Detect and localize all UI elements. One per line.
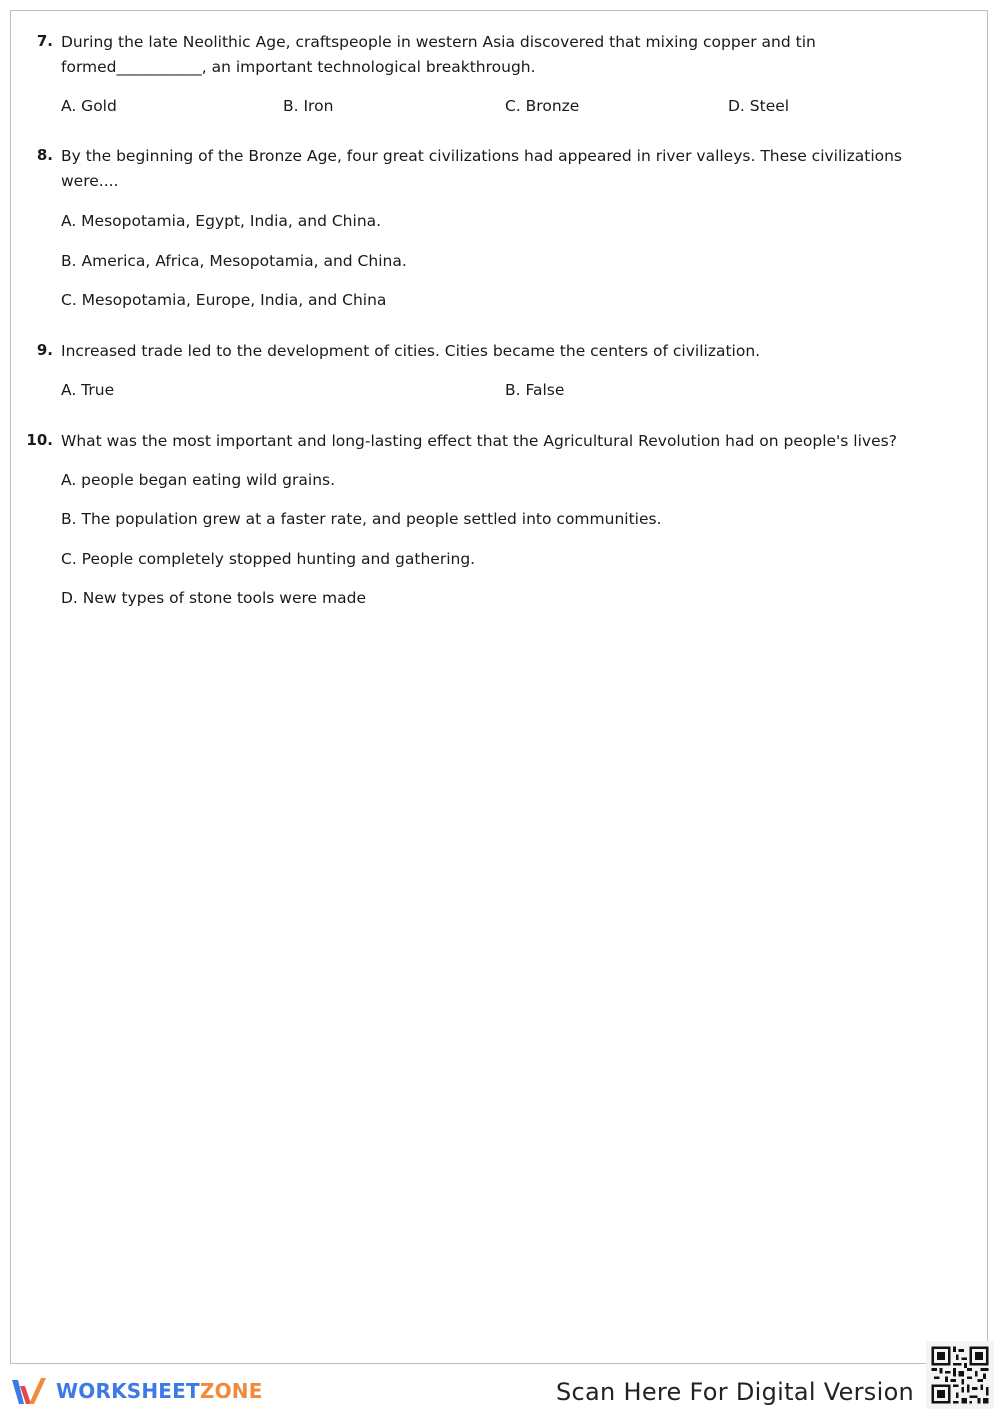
question-number: 10.: [26, 431, 53, 449]
answer-option-c[interactable]: C. Bronze: [505, 97, 580, 115]
answer-option-d[interactable]: D. Steel: [728, 97, 790, 115]
answer-option-b[interactable]: B. Iron: [283, 97, 334, 115]
brand-logo: [10, 1376, 270, 1410]
question-text: [61, 30, 941, 80]
question-text: [61, 339, 941, 364]
question-text: [61, 429, 941, 454]
worksheetzone-w-icon: [10, 1376, 50, 1408]
question-text-line: were....: [61, 172, 119, 190]
brand-name-part1: WORKSHEET: [56, 1379, 200, 1403]
qr-code-icon[interactable]: [926, 1341, 994, 1409]
brand-name-part2: ZONE: [199, 1379, 263, 1403]
answer-option-c[interactable]: C. People completely stopped hunting and gathering.: [61, 550, 476, 568]
answer-option-d[interactable]: D. New types of stone tools were made: [61, 589, 366, 607]
answer-option-a[interactable]: A. Mesopotamia, Egypt, India, and China.: [61, 212, 382, 230]
question-text-line: Increased trade led to the development of cities. Cities became the centers of civilization.: [61, 342, 761, 360]
question-text-line: What was the most important and long-lasting effect that the Agricultural Revolution had on people's lives?: [61, 432, 897, 450]
answer-option-c[interactable]: C. Mesopotamia, Europe, India, and China: [61, 291, 387, 309]
question-text-line: formed___________, an important technological breakthrough.: [61, 58, 536, 76]
brand-name: [56, 1379, 263, 1403]
question-number: 9.: [36, 341, 53, 359]
question-number: 7.: [36, 32, 53, 50]
answer-option-b[interactable]: B. The population grew at a faster rate, and people settled into communities.: [61, 510, 662, 528]
answer-option-b[interactable]: B. False: [505, 381, 565, 399]
answer-option-a[interactable]: A. Gold: [61, 97, 117, 115]
answer-option-a[interactable]: A. people began eating wild grains.: [61, 471, 336, 489]
worksheet-page: [10, 10, 988, 1364]
question-text-line: By the beginning of the Bronze Age, four great civilizations had appeared in river valleys. These civilizations: [61, 147, 903, 165]
question-text: [61, 144, 941, 194]
question-number: 8.: [36, 146, 53, 164]
scan-caption: Scan Here For Digital Version: [556, 1378, 915, 1406]
answer-option-a[interactable]: A. True: [61, 381, 115, 399]
answer-option-b[interactable]: B. America, Africa, Mesopotamia, and China.: [61, 252, 407, 270]
question-text-line: During the late Neolithic Age, craftspeople in western Asia discovered that mixing copper and tin: [61, 33, 816, 51]
